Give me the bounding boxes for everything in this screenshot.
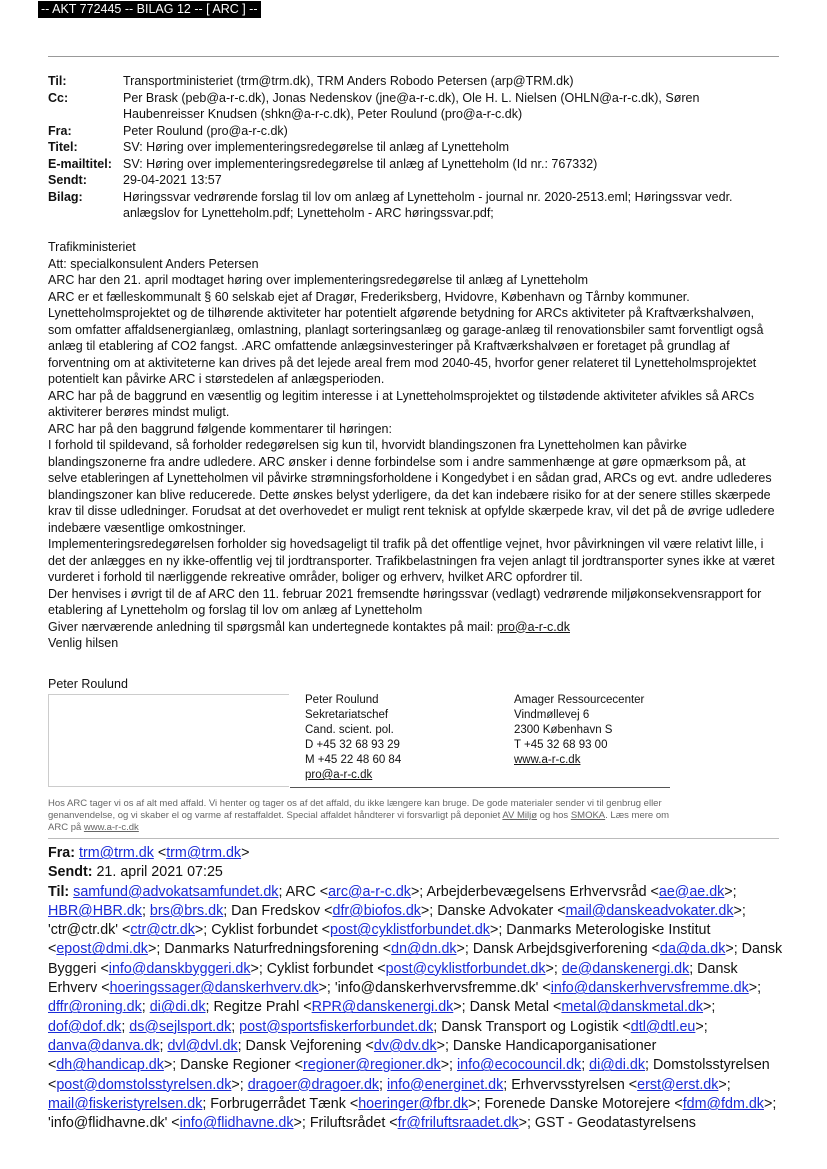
recipient-text: >; Danske Handicaporganisationer < [48,1037,657,1074]
recipient-email-link[interactable]: dragoer@dragoer.dk [247,1076,380,1093]
meta-label: E-mailtitel: [48,156,112,171]
signature-line: 2300 København S [514,724,613,736]
page-tag: -- AKT 772445 -- BILAG 12 -- [ ARC ] -- [38,1,261,18]
recipient-text: >; Danske Regioner < [163,1057,303,1074]
recipient-text: >; [718,1076,731,1093]
contact-text: Giver nærværende anledning til spørgsmål kan undertegnede kontaktes på mail: [48,619,497,634]
footer-text-1: Hos ARC tager vi os af alt med affald. Vi henter og tager os af det affald, du ikke længere kan bruge. De gode materialer sender vi til genbrug eller genanvendelse, og vi skaber el og varme af restaffaldet. Special affaldet håndterer vi forsvarligt på deponiet [48,798,662,821]
signature-email-link[interactable]: pro@a-r-c.dk [305,769,373,781]
recipient-text: >; Dansk Metal < [453,999,562,1016]
signature-line: Peter Roulund [305,694,379,706]
forward-sent-label: Sendt: [48,864,93,881]
recipient-email-link[interactable]: post@cyklistforbundet.dk [330,922,490,939]
body-paragraph: Implementeringsredegørelsen forholder sig hovedsageligt til trafik på det offentlige vejnet, hvor påvirkningen vil være relativt lille, i det der anlægges en ny ikke-offentlig vej til jordtransporter. Trafikbelastningen fra vejen anlagt til jordtransporter synes ikke at været vurderet i forhold til nærliggende rekreative områder, boliger og erhverv, hvilket ARC opfordrer til. [48,537,775,584]
recipient-text: >; Cyklist forbundet < [194,922,331,939]
recipient-text: ; Domstolsstyrelsen < [48,1057,770,1093]
recipient-text: >; Forenede Danske Motorejere < [468,1095,683,1112]
recipient-text: ; [159,1037,168,1054]
signature-website-link[interactable]: www.a-r-c.dk [514,754,581,766]
footer-divider [48,838,779,839]
recipient-email-link[interactable]: epost@dmi.dk [56,941,148,958]
recipient-email-link[interactable]: dn@dn.dk [391,941,457,958]
body-paragraph: ARC har på de baggrund en væsentlig og legitim interesse i at Lynetteholmsprojektet og tilstødende aktiviteter afvikles så ARCs aktiviterer berøres mindst muligt. [48,388,755,419]
recipient-text: >; [724,883,737,900]
recipient-email-link[interactable]: hoeringssager@danskerhverv.dk [109,980,319,997]
contact-email-link[interactable]: pro@a-r-c.dk [496,619,570,634]
body-paragraph: ARC har den 21. april modtaget høring over implementeringsredegørelse til anlæg af Lynetteholm [48,273,589,287]
meta-label: Cc: [48,90,69,105]
meta-label: Til: [48,74,67,88]
signature-name: Peter Roulund [48,677,128,691]
recipient-email-link[interactable]: da@da.dk [660,941,726,958]
meta-row [48,139,778,156]
forward-to-label: Til: [48,883,70,900]
body-paragraph: Der henvises i øvrigt til de af ARC den 11. februar 2021 fremsendte høringssvar (vedlagt) vedrørende miljøkonsekvensrapport for etablering af Lynetteholm og forslag til lov om anlæg af Lynetteholm [48,586,762,617]
recipient-text: >; [231,1076,248,1093]
meta-label: Sendt: [48,173,87,187]
forward-from-email-bracket[interactable]: trm@trm.dk [166,845,242,861]
recipient-email-link[interactable]: info@ecocouncil.dk [457,1057,582,1074]
recipient-email-link[interactable]: HBR@HBR.dk [48,902,142,919]
signature-line: T +45 32 68 93 00 [514,739,608,751]
forward-sent-line [48,863,783,882]
recipient-email-link[interactable]: post@domstolsstyrelsen.dk [56,1076,232,1093]
recipient-text: >; Danske Advokater < [420,902,566,919]
meta-value: 29-04-2021 13:57 [123,173,222,187]
signature-divider [290,787,670,788]
forwarded-message [48,844,783,1133]
meta-row [48,172,778,189]
recipient-email-link[interactable]: metal@danskmetal.dk [561,999,704,1016]
signature-line: Sekretariatschef [305,709,389,721]
footer-note [48,798,688,834]
recipient-text: >; 'info@danskerhvervsfremme.dk' < [318,980,551,997]
recipient-email-link[interactable]: regioner@regioner.dk [302,1057,441,1074]
recipient-text: >; Danmarks Naturfredningsforening < [147,941,392,958]
meta-row [48,90,778,123]
recipient-text: >; GST - Geodatastyrelsens [518,1115,696,1132]
contact-line [48,619,778,636]
recipient-text: ; ARC < [278,883,329,900]
signature-contact-column [305,693,490,783]
closing: Venlig hilsen [48,636,119,650]
forward-from-email[interactable]: trm@trm.dk [79,845,154,861]
recipient-text: ; Dan Fredskov < [223,902,333,919]
footer-link-smoka[interactable]: SMOKA [570,810,606,821]
recipient-text: ; [231,1018,240,1035]
recipient-text: >; Cyklist forbundet < [250,960,386,977]
recipient-email-link[interactable]: danva@danva.dk [48,1037,160,1054]
recipient-email-link[interactable]: di@di.dk [149,999,206,1016]
meta-value: Per Brask (peb@a-r-c.dk), Jonas Nedenskov (jne@a-r-c.dk), Ole H. L. Nielsen (OHLN@a-r-c.dk), Søren Haubenreisser Knudsen (shkn@a-r-c.dk), Peter Roulund (pro@a-r-c.dk) [123,90,700,121]
recipient-text: ; [581,1057,590,1074]
recipient-text: >; Arbejderbevægelsens Erhvervsråd < [410,883,659,900]
forward-sent-value: 21. april 2021 07:25 [96,864,223,881]
recipient-text: ; Dansk Transport og Logistik < [433,1018,631,1035]
recipient-text: ; [379,1076,387,1093]
signature-address-column [514,693,689,768]
recipient-email-link[interactable]: RPR@danskenergi.dk [311,999,454,1016]
recipient-text: >; [703,999,716,1016]
recipient-email-link[interactable]: info@danskerhvervsfremme.dk [550,980,749,997]
recipient-email-link[interactable]: fdm@fdm.dk [682,1095,764,1112]
meta-label: Titel: [48,140,78,154]
recipient-text: >; 'info@flidhavne.dk' < [48,1095,777,1132]
recipient-email-link[interactable]: dtl@dtl.eu [630,1018,696,1035]
footer-link-website[interactable]: www.a-r-c.dk [83,822,139,833]
recipient-text: >; [440,1057,457,1074]
footer-text-3: . Læs mere om ARC på [48,810,670,833]
footer-link-av-miljo[interactable]: AV Miljø [502,810,538,821]
recipient-email-link[interactable]: brs@brs.dk [149,902,224,919]
recipient-email-link[interactable]: post@sportsfiskerforbundet.dk [239,1018,434,1035]
recipient-text: >; 'ctr@ctr.dk' < [48,902,746,939]
meta-value: SV: Høring over implementeringsredegørelse til anlæg af Lynetteholm (Id nr.: 767332) [123,156,598,171]
recipient-email-link[interactable]: mail@danskeadvokater.dk [565,902,734,919]
signature-line: Cand. scient. pol. [305,724,394,736]
recipient-text: ; Dansk Erhverv < [48,960,738,997]
recipient-email-link[interactable]: info@energinet.dk [387,1076,504,1093]
recipient-email-link[interactable]: info@flidhavne.dk [179,1115,294,1132]
top-divider [48,56,779,57]
footer-text-2: og hos [537,810,571,821]
signature-line: D +45 32 68 93 29 [305,739,400,751]
recipient-email-link[interactable]: dh@handicap.dk [56,1057,164,1074]
meta-label: Bilag: [48,189,83,204]
recipient-email-link[interactable]: samfund@advokatsamfundet.dk [73,883,279,900]
recipient-text: >; [545,960,562,977]
signature-logo-box [48,694,289,787]
forward-from-line: Fra: trm@trm.dk <trm@trm.dk> [48,845,250,861]
recipient-email-link[interactable]: mail@fiskeristyrelsen.dk [48,1095,203,1112]
recipient-email-link[interactable]: dof@dof.dk [48,1018,122,1035]
recipient-email-link[interactable]: hoeringer@fbr.dk [358,1095,469,1112]
meta-row [48,156,778,173]
forward-from-label: Fra: [48,845,76,861]
recipient-email-link[interactable]: fr@friluftsraadet.dk [397,1115,519,1132]
recipient-text: ; [141,902,150,919]
recipient-email-link[interactable]: ds@sejlsport.dk [129,1018,232,1035]
body-paragraph: ARC er et fælleskommunalt § 60 selskab ejet af Dragør, Frederiksberg, Hvidovre, København og Tårnby kommuner. Lynetteholmsprojektet og de tilhørende aktiviteter har potentielt afgørende betydning for ARCs aktiviteter på Kraftværkshalvøen, som omfatter affaldsenergianlæg, omlastning, planlagt sorteringsanlæg og garage-anlæg til renovationsbiler samt forventligt også anlæg til etablering af CO2 fangst. .ARC omfattende anlægsinvesteringer på Kraftværkshalvøen er foretaget på grundlag af forventning om at aktiviteterne kan drives på det lejede areal frem mod 2040-45, hvorfor gener relateret til Lynetteholmsprojektet potentielt kan påvirke ARC i størstedelen af anlægsperioden. [48,289,764,386]
body-paragraph: I forhold til spildevand, så forholder redegørelsen sig kun til, hvorvidt blandingszonen fra Lynetteholmen kan påvirke blandingszonerne fra andre udledere. ARC ønsker i denne forbindelse som i andre sammenhænge at gøre opmærksom på, at selve etableringen af Lynetteholmen vil påvirke strømningsforholdene i Kongedybet i en sådan grad, ARCs og evt. andre udlederes blandingszoner kan blive reducerede. Dette ønskes belyst yderligere, da det kan indebære risiko for at der senere stilles skærpede krav til disse udledninger. Forudsat at det overhovedet er muligt rent teknisk at opfylde skærpede krav, vil det på de øvrige udledere indebære væsentlige omkostninger. [48,438,775,535]
body-paragraph: ARC har på den baggrund følgende kommentarer til høringen: [48,421,392,436]
recipient-email-link[interactable]: de@danskenergi.dk [561,960,690,977]
body-paragraph: Att: specialkonsulent Anders Petersen [48,256,259,271]
body-paragraphs [48,239,778,619]
meta-value: Høringssvar vedrørende forslag til lov om anlæg af Lynetteholm - journal nr. 2020-2513.eml; Høringssvar vedr. anlægslov for Lynetteholm.pdf; Lynetteholm - ARC høringssvar.pdf; [123,189,733,220]
meta-row [48,189,778,222]
recipient-email-link[interactable]: arc@a-r-c.dk [328,883,411,900]
recipient-email-link[interactable]: ctr@ctr.dk [130,922,195,939]
recipient-email-link[interactable]: info@danskbyggeri.dk [108,960,251,977]
recipient-email-link[interactable]: erst@erst.dk [637,1076,719,1093]
meta-value: SV: Høring over implementeringsredegørelse til anlæg af Lynetteholm [123,140,510,154]
email-body [48,239,778,652]
recipient-text: ; Dansk Vejforening < [237,1037,374,1054]
meta-row [48,123,778,140]
recipient-text: ; Erhvervsstyrelsen < [503,1076,638,1093]
recipient-text: >; Dansk Arbejdsgiverforening < [456,941,660,958]
forward-to-line [48,883,783,1134]
signature-line: Amager Ressourcecenter [514,694,645,706]
recipient-email-link[interactable]: post@cyklistforbundet.dk [385,960,546,977]
recipient-text: >; [695,1018,708,1035]
recipient-email-link[interactable]: dffr@roning.dk [48,999,142,1016]
body-paragraph: Trafikministeriet [48,240,136,254]
meta-label: Fra: [48,123,72,138]
recipient-text: >; [748,980,762,997]
email-metadata [48,73,778,222]
recipient-text: ; [121,1018,130,1035]
meta-value: Transportministeriet (trm@trm.dk), TRM Anders Robodo Petersen (arp@TRM.dk) [123,74,574,88]
recipient-text: ; Regitze Prahl < [205,999,312,1016]
recipient-email-link[interactable]: dv@dv.dk [373,1037,437,1054]
recipient-text: >; Friluftsrådet < [293,1115,398,1132]
recipient-text: >; Danmarks Meterologiske Institut < [48,922,711,958]
meta-value: Peter Roulund (pro@a-r-c.dk) [123,123,288,138]
signature-line: Vindmøllevej 6 [514,709,590,721]
recipient-email-link[interactable]: dvl@dvl.dk [167,1037,238,1054]
recipient-email-link[interactable]: dfr@biofos.dk [332,902,421,919]
recipient-text: ; Forbrugerrådet Tænk < [202,1095,359,1112]
recipient-email-link[interactable]: di@di.dk [589,1057,645,1074]
meta-row [48,73,778,90]
signature-line: M +45 22 48 60 84 [305,754,402,766]
recipient-text: ; [141,999,150,1016]
recipient-text: >; Dansk Byggeri < [48,941,783,977]
recipient-email-link[interactable]: ae@ae.dk [658,883,725,900]
